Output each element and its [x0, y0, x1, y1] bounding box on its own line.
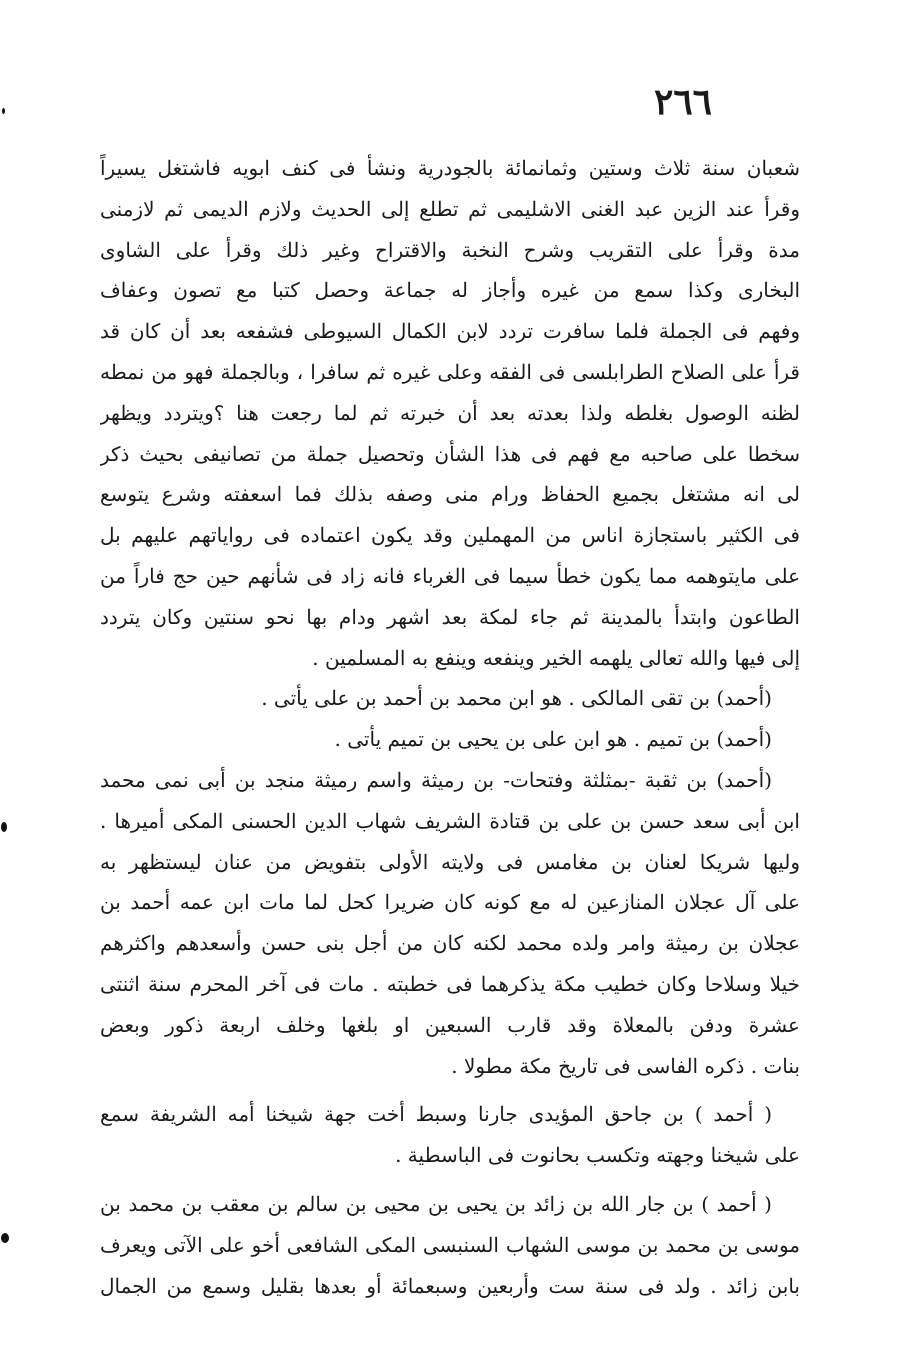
paragraph-gap [100, 1086, 800, 1094]
text-line: (أحمد) بن تقى المالكى . هو ابن محمد بن أحمد بن على يأتى . [261, 686, 772, 711]
entry-ahmad-bin-jahiq [100, 1094, 800, 1176]
text-line: إلى فيها والله تعالى يلهمه الخير وينفعه وينفع به المسلمين . [312, 645, 800, 670]
margin-dot-bottom [1, 1233, 9, 1243]
text-line: وقرأ عند الزين عبد الغنى الاشليمى ثم تطلع إلى الحديث ولازم الديمى ثم لازمنى [100, 196, 800, 221]
text-line: وفهم فى الجملة فلما سافرت تردد لابن الكمال السيوطى فشفعه بعد أن كان قد [100, 319, 800, 344]
text-line: البخارى وكذا سمع من غيره وأجاز له جماعة وحصل كتبا مع تصون وعفاف [100, 278, 800, 303]
text-line: شعبان سنة ثلاث وستين وثمانمائة بالجودرية ونشأ فى كنف ابويه فاشتغل يسيراً [100, 156, 800, 180]
text-line: وليها شريكا لعنان بن مغامس فى ولايته الأولى بتفويض من عنان ليستظهر به [100, 849, 800, 874]
entry-ahmad-bin-tamim [100, 719, 800, 760]
page-number: ٢٦٦ [653, 81, 712, 123]
margin-dot-top [2, 108, 5, 114]
text-line: الطاعون وابتدأ بالمدينة ثم جاء لمكة بعد اشهر ودام بها نحو سنتين وكان يتردد [100, 604, 800, 629]
text-line: بنات . ذكره الفاسى فى تاريخ مكة مطولا . [451, 1053, 800, 1078]
text-line: بابن زائد . ولد فى سنة ست وأربعين وسبعمائة أو بعدها بقليل وسمع من الجمال [100, 1273, 800, 1298]
text-line: موسى بن محمد بن موسى الشهاب السنبسى المكى الشافعى أخو على الآتى ويعرف [100, 1232, 800, 1257]
entry-ahmad-bin-taqi [100, 678, 800, 719]
text-line: مدة وقرأ على التقريب وشرح النخبة والاقتراح وغير ذلك وقرأ على الشاوى [100, 237, 800, 262]
text-line: (أحمد) بن ثقبة -بمثلثة وفتحات- بن رميثة واسم رميثة منجد بن أبى نمى محمد [100, 767, 772, 792]
text-line: عشرة ودفن بالمعلاة وقد قارب السبعين او بلغها وخلف اربعة ذكور وبعض [100, 1012, 800, 1037]
entry-ahmad-bin-thuqba [100, 760, 800, 1086]
text-line: لظنه الوصول بغلطه ولذا بعدته بعد أن خبرته ثم لما رجعت هنا ؟ويتردد ويظهر [100, 400, 800, 425]
text-line: سخطا على صاحبه مع فهم فى هذا الشأن وتحصيل جملة من تصانيفى بحيث ذكر [100, 441, 800, 466]
text-line: لى انه مشتغل بجميع الحفاظ ورام منى وصفه بذلك فما اسعفته وشرع يتوسع [100, 482, 800, 507]
text-line: قرأ على الصلاح الطرابلسى فى الفقه وعلى غيره ثم سافرا ، وبالجملة فهو من نمطه [100, 359, 800, 384]
text-line: ( أحمد ) بن جاحق المؤيدى جارنا وسبط أخت جهة شيخنا أمه الشريفة سمع [100, 1102, 772, 1127]
text-line: عجلان بن رميثة وامر ولده محمد لكنه كان من أجل بنى حسن وأسعدهم واكثرهم [100, 931, 800, 956]
text-line: ابن أبى سعد حسن بن على بن قتادة الشريف شهاب الدين الحسنى المكى أميرها . [100, 808, 800, 833]
margin-dot-middle [1, 822, 7, 832]
paragraph-gap [100, 1176, 800, 1184]
text-line: فى الكثير باستجازة اناس من المهملين وقد يكون اعتماده فى رواياتهم عليهم بل [100, 523, 800, 548]
text-line: على شيخنا وجهته وتكسب بحانوت فى الباسطية . [395, 1143, 800, 1168]
text-line: خيلا وسلاحا وكان خطيب مكة يذكرهما فى خطبته . مات فى آخر المحرم سنة اثنتى [100, 971, 800, 996]
text-line: ( أحمد ) بن جار الله بن زائد بن يحيى بن محيى بن سالم بن معقب بن محمد بن [100, 1191, 772, 1216]
text-line: (أحمد) بن تميم . هو ابن على بن يحيى بن تميم يأتى . [334, 727, 772, 752]
text-line: على آل عجلان المنازعين له مع كونه كان ضريرا كحل لما مات ابن عمه أحمد بن [100, 890, 800, 915]
text-line: على مايتوهمه مما يكون خطأ سيما فى الغرباء فانه زاد فى شأنهم حين حج فاراً من [100, 563, 800, 588]
paragraph-continuation [100, 148, 800, 678]
entry-ahmad-bin-jarallah [100, 1184, 800, 1306]
main-text [100, 148, 800, 1306]
